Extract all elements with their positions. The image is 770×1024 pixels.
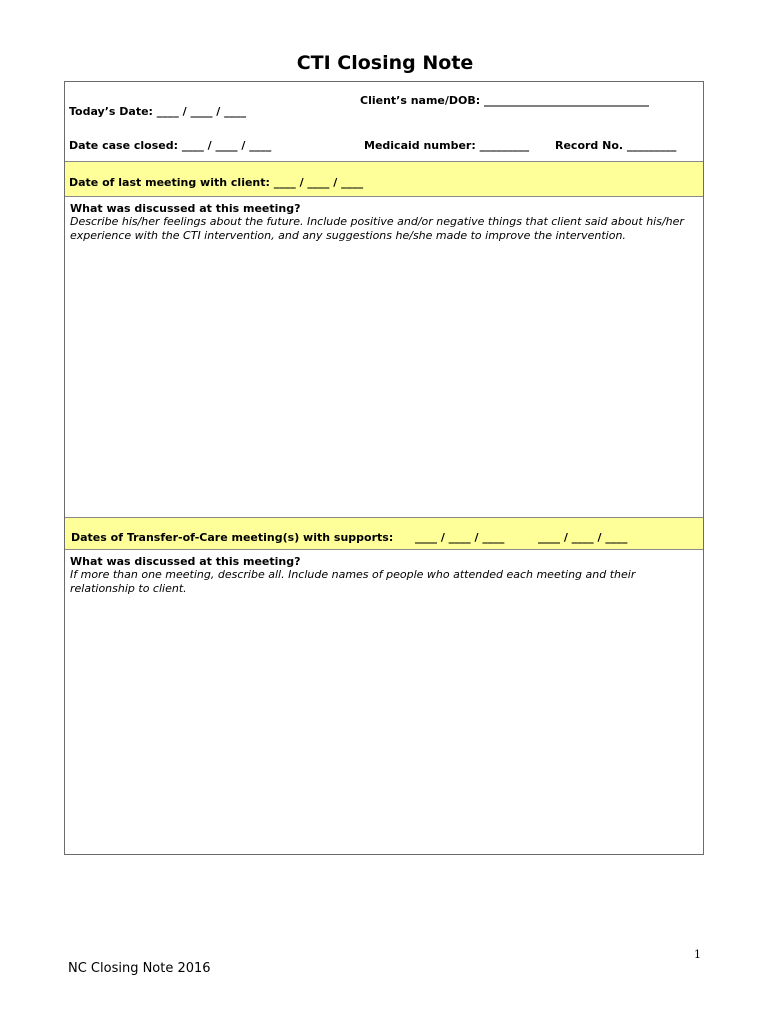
last-meeting-band: [65, 161, 703, 197]
date-case-closed-field[interactable]: Date case closed: ____ / ____ / ____: [69, 139, 272, 152]
transfer-of-care-date-2[interactable]: ____ / ____ / ____: [538, 531, 628, 544]
question-2-block: [70, 555, 698, 596]
transfer-of-care-band: [65, 517, 703, 550]
question-1-description: Describe his/her feelings about the future. Include positive and/or negative things that client said about his/her experience with the CTI intervention, and any suggestions he/she made to improve the intervention.: [70, 215, 684, 242]
last-meeting-date-field[interactable]: Date of last meeting with client: ____ / ____ / ____: [69, 176, 364, 189]
page-title: CTI Closing Note: [296, 52, 474, 74]
medicaid-number-field[interactable]: Medicaid number: _________: [364, 139, 530, 152]
client-name-dob-field[interactable]: Client’s name/DOB: ______________________________: [360, 94, 650, 107]
todays-date-field[interactable]: Today’s Date: ____ / ____ / ____: [69, 105, 247, 118]
transfer-of-care-date-1[interactable]: ____ / ____ / ____: [415, 531, 505, 544]
question-1-block: [70, 202, 698, 243]
question-2-description: If more than one meeting, describe all. Include names of people who attended each meeting and their relationship to client.: [70, 568, 636, 595]
transfer-of-care-label: Dates of Transfer-of-Care meeting(s) with supports:: [71, 531, 394, 544]
question-2-answer-area[interactable]: [65, 600, 703, 852]
record-number-field[interactable]: Record No. _________: [555, 139, 677, 152]
footer-text: NC Closing Note 2016: [68, 961, 211, 976]
page-number: 1: [694, 948, 701, 961]
question-2-title: What was discussed at this meeting?: [70, 555, 301, 568]
question-1-title: What was discussed at this meeting?: [70, 202, 301, 215]
question-1-answer-area[interactable]: [65, 247, 703, 516]
closing-note-form: [64, 81, 704, 855]
